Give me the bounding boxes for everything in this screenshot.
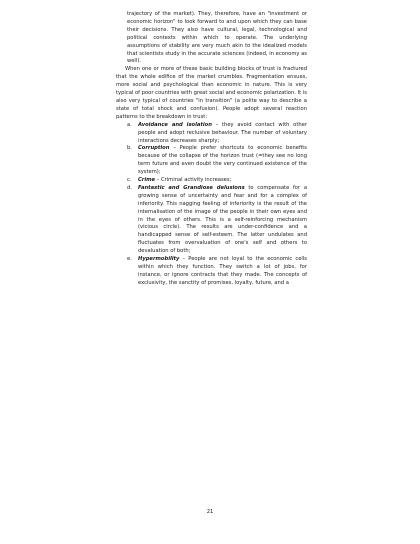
body-text bbox=[116, 11, 307, 288]
list-term: Crime bbox=[138, 177, 156, 184]
page-number: 21 bbox=[206, 509, 214, 515]
list-marker: b. bbox=[127, 145, 132, 152]
list-item bbox=[116, 145, 307, 177]
list-text: – People prefer shortcuts to economic benefits because of the collapse of the horizon trust (=they see no long term future and even doubt the very continued existence of the system); bbox=[138, 145, 307, 176]
list-term: Hypermobility bbox=[138, 256, 180, 263]
list-marker: c. bbox=[127, 177, 132, 184]
list-text: to compensate for a growing sense of uncertainty and fear and for a complex of inferiority. This nagging feeling of inferiority is the result of the internalisation of the image of the people in their own eyes and in the eyes of others. This is a self-reinforcing mechanism (vicious circle). The results are under-confidence and a handicapped sense of self-esteem. The latter undulates and fluctuates from overvaluation of one's self and others to devaluation of both; bbox=[138, 184, 307, 255]
list-item bbox=[116, 185, 307, 256]
list-item bbox=[116, 256, 307, 288]
list-text: – Criminal activity increases; bbox=[155, 177, 232, 184]
list-item bbox=[116, 177, 307, 185]
continuation-paragraph: trajectory of the market). They, therefore, have an "investment or economic horizon" to look forward to and upon which they can base their decisions. They also have cultural, legal, technological and political contexts within which to operate. The underlying assumptions of stability are very much akin to the idealized models that scientists study in the accurate sciences (indeed, in economy as well). bbox=[127, 11, 307, 65]
main-paragraph: When one or more of these basic building blocks of trust is fractured that the whole edifice of the market crumbles. Fragmentation ensues, more social and psychological than economic in nature. This is very typical of poor countries with great social and economic polarization. It is also very typical of countries "in transition" (a polite way to describe a state of total shock and confusion). People adopt several reaction patterns to the breakdown in trust: bbox=[116, 66, 307, 120]
list-marker: a. bbox=[127, 121, 132, 128]
list-marker: e. bbox=[127, 256, 132, 263]
list-term: Avoidance and isolation bbox=[138, 121, 212, 128]
list-text: – they avoid contact with other people and adopt reclusive behaviour. The number of voluntary interactions decreases sharply; bbox=[138, 121, 307, 144]
list-marker: d. bbox=[127, 184, 132, 191]
list-term: Corruption bbox=[138, 145, 170, 152]
list-text: – People are not loyal to the economic cells within which they function. They switch a lot of jobs, for instance, or ignore contracts that they made. The concepts of exclusivity, the sanctity of promises, loyalty, future, and a bbox=[138, 256, 307, 286]
list-item bbox=[116, 122, 307, 146]
list-term: Fantastic and Grandiose delusions bbox=[138, 184, 245, 191]
reaction-patterns-list bbox=[116, 122, 307, 288]
